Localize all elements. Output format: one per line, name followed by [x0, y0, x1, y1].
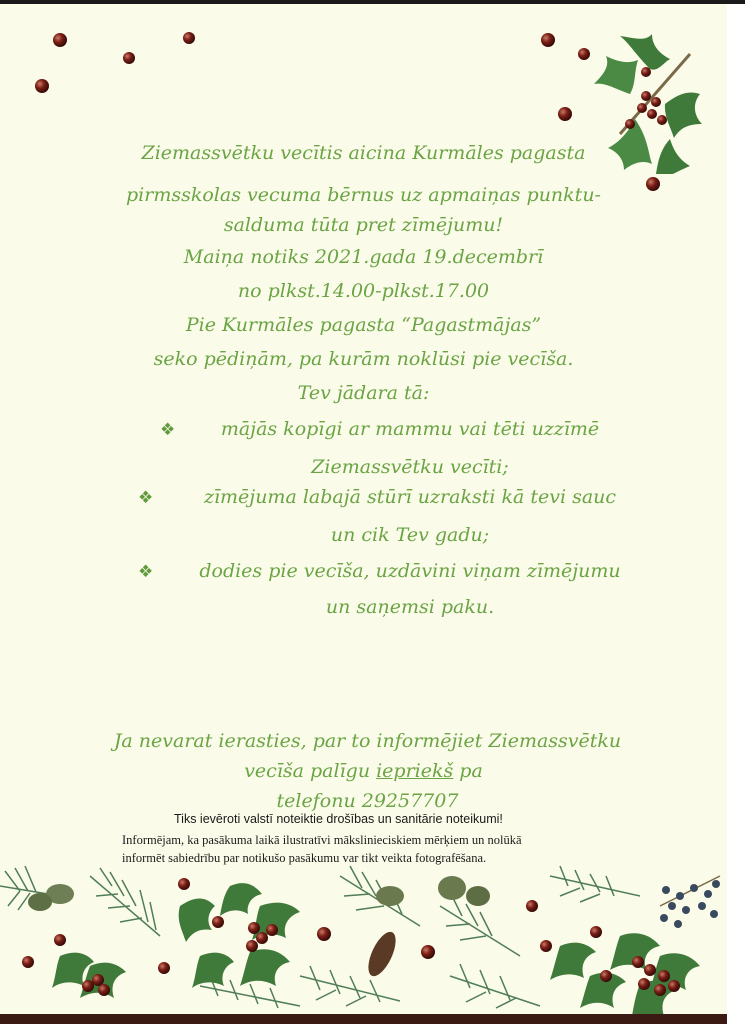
step-1-line-1: mājās kopīgi ar mammu vai tēti uzzīmē	[220, 418, 600, 440]
event-location: Pie Kurmāles pagasta “Pagastmājas”	[185, 314, 542, 336]
invitation-line-2: pirmsskolas vecuma bērnus uz apmaiņas punktu-	[126, 184, 601, 206]
berry-icon	[183, 32, 195, 44]
rules-notice: Tiks ievēroti valstī noteiktie drošības un sanitārie noteikumi!	[174, 812, 503, 826]
event-date: Maiņa notiks 2021.gada 19.decembrī	[183, 246, 544, 268]
diamond-bullet-icon: ❖	[138, 488, 154, 508]
invitation-line-3: salduma tūta pret zīmējumu!	[223, 214, 504, 236]
step-3-line-1: dodies pie vecīša, uzdāvini viņam zīmējumu	[199, 560, 621, 582]
contact-line-2-end: pa	[453, 760, 483, 782]
contact-phone: telefonu 29257707	[276, 790, 459, 812]
berry-icon	[558, 107, 572, 121]
berry-icon	[578, 48, 590, 60]
directions-line: seko pēdiņām, pa kurām noklūsi pie vecīša.	[153, 348, 574, 370]
step-2-line-2: un cik Tev gadu;	[330, 524, 490, 546]
photo-notice-line-1: Informējam, ka pasākuma laikā ilustratīvi mākslinieciskiem mērķiem un nolūkā	[122, 833, 522, 847]
step-1-line-2: Ziemassvētku vecīti;	[311, 456, 509, 478]
photo-notice-line-2: informēt sabiedrību par notikušo pasākumu var tikt veikta fotografēšana.	[122, 851, 487, 865]
invitation-line-1: Ziemassvētku vecītis aicina Kurmāles pagasta	[141, 142, 586, 164]
berry-icon	[53, 33, 67, 47]
step-3-line-2: un saņemsi paku.	[325, 596, 495, 618]
scan-bottom-edge	[0, 1014, 727, 1024]
step-2-line-1: zīmējuma labajā stūrī uzraksti kā tevi sauc	[203, 486, 617, 508]
event-time: no plkst.14.00-plkst.17.00	[237, 280, 490, 302]
holly-and-pine-border-icon	[0, 866, 727, 1016]
invitation-sheet	[0, 4, 727, 1016]
contact-emphasis: iepriekš	[376, 760, 454, 782]
diamond-bullet-icon: ❖	[160, 420, 176, 440]
berry-icon	[123, 52, 135, 64]
steps-heading: Tev jādara tā:	[297, 382, 430, 404]
diamond-bullet-icon: ❖	[138, 562, 154, 582]
contact-line-1: Ja nevarat ierasties, par to informējiet Ziemassvētku	[113, 730, 622, 752]
contact-line-2-start: vecīša palīgu	[244, 760, 377, 782]
berry-icon	[541, 33, 555, 47]
contact-line-2	[0, 760, 727, 782]
berry-icon	[35, 79, 49, 93]
